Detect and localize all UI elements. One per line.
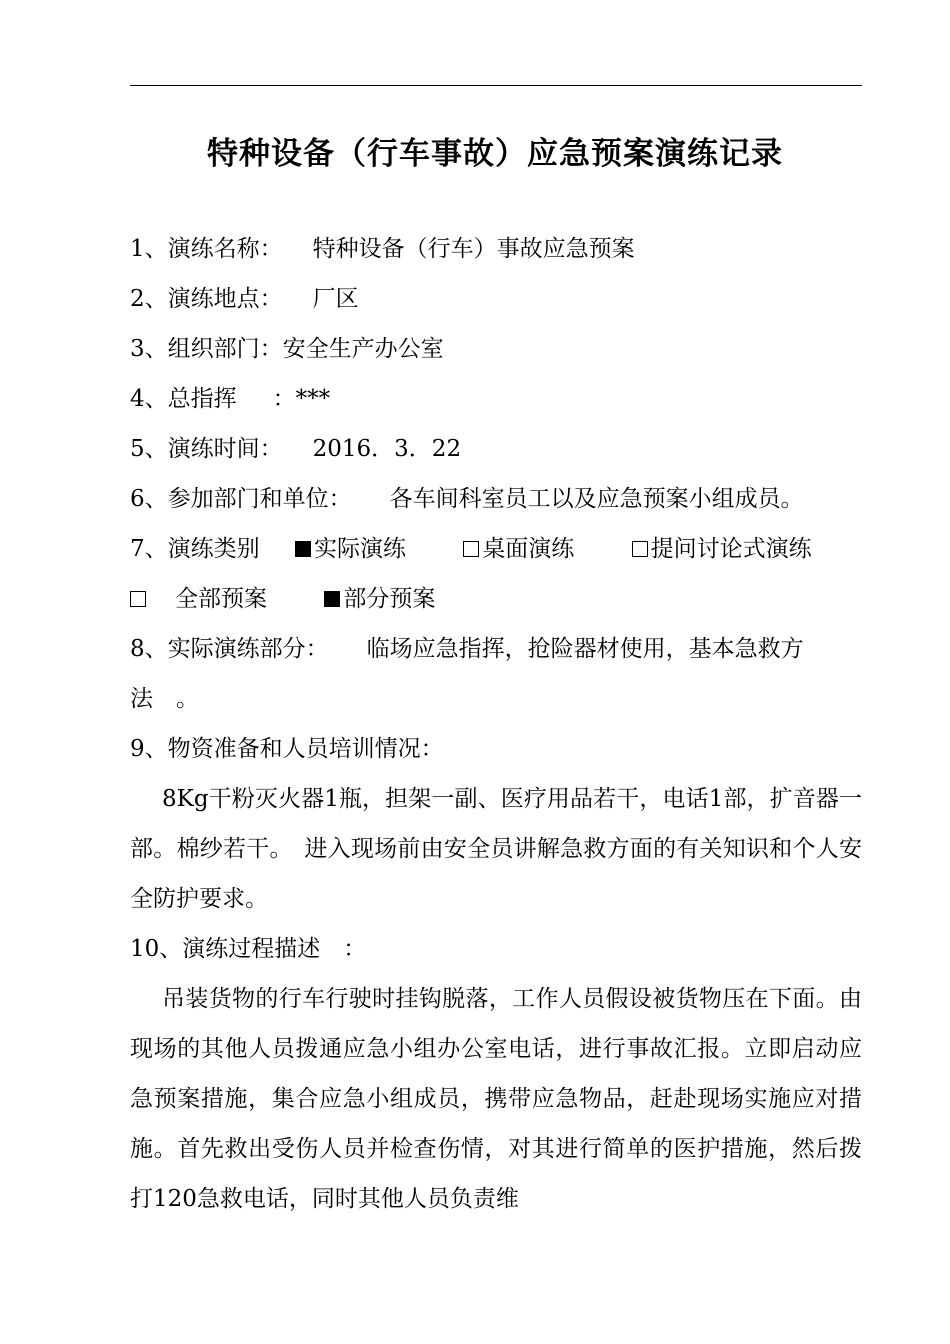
commander-row <box>130 374 862 424</box>
participants-label: 6、参加部门和单位： <box>130 486 352 512</box>
drill-time-label: 5、演练时间： <box>130 436 283 462</box>
plan-scope-option-partial[interactable] <box>324 574 435 624</box>
organizer-value: 安全生产办公室 <box>282 336 444 362</box>
drill-type-option-actual[interactable] <box>295 524 406 574</box>
process-row <box>130 924 862 974</box>
drill-location-value: 厂区 <box>312 286 359 312</box>
commander-value: ：*** <box>272 386 331 412</box>
actual-part-row <box>130 624 862 674</box>
drill-location-label: 2、演练地点： <box>130 286 283 312</box>
drill-name-label: 1、演练名称： <box>130 236 283 262</box>
organizer-row <box>130 324 862 374</box>
plan-scope-option-label: 部分预案 <box>343 586 436 612</box>
plan-scope-option-full[interactable] <box>130 574 267 624</box>
plan-scope-row <box>130 574 862 624</box>
process-text: 吊装货物的行车行驶时挂钩脱落，工作人员假设被货物压在下面。由现场的其他人员拨通应急小组办公室电话，进行事故汇报。立即启动应急预案措施，集合应急小组成员，携带应急物品，赶赴现场实施应对措施。首先救出受伤人员并检查伤情，对其进行简单的医护措施，然后拨打120急救电话，同时其他人员负责维 <box>130 986 862 1212</box>
drill-type-option-tabletop[interactable] <box>463 524 574 574</box>
actual-part-label: 8、实际演练部分： <box>130 636 329 662</box>
checked-box-icon <box>324 591 340 607</box>
drill-time-row <box>130 424 862 474</box>
actual-part-value-cont: 法 。 <box>130 686 199 712</box>
participants-value: 各车间科室员工以及应急预案小组成员。 <box>389 486 804 512</box>
plan-scope-option-label: 全部预案 <box>175 586 267 612</box>
unchecked-box-icon <box>463 541 479 557</box>
organizer-label: 3、组织部门： <box>130 336 283 362</box>
materials-row <box>130 724 862 774</box>
materials-text: 8Kg干粉灭火器1瓶，担架一副、医疗用品若干，电话1部，扩音器一部。棉纱若干。 进入现场前由安全员讲解急救方面的有关知识和个人安全防护要求。 <box>130 786 862 912</box>
unchecked-box-icon <box>632 541 648 557</box>
unchecked-box-icon <box>130 591 146 607</box>
drill-name-value: 特种设备（行车）事故应急预案 <box>312 236 635 262</box>
checked-box-icon <box>295 541 311 557</box>
drill-type-option-label: 提问讨论式演练 <box>650 536 812 562</box>
drill-type-option-label: 桌面演练 <box>482 536 575 562</box>
participants-row <box>130 474 862 524</box>
drill-location-row <box>130 274 862 324</box>
materials-label: 9、物资准备和人员培训情况： <box>130 736 444 762</box>
record-body <box>130 224 862 1224</box>
actual-part-value: 临场应急指挥，抢险器材使用，基本急救方 <box>366 636 804 662</box>
header-rule <box>130 85 862 86</box>
actual-part-row-cont <box>130 674 862 724</box>
drill-type-option-label: 实际演练 <box>313 536 406 562</box>
drill-name-row <box>130 224 862 274</box>
drill-type-option-discussion[interactable] <box>632 524 812 574</box>
document-title: 特种设备（行车事故）应急预案演练记录 <box>207 136 783 172</box>
drill-type-row <box>130 524 862 574</box>
process-label: 10、演练过程描述 ： <box>130 936 367 962</box>
drill-type-label: 7、演练类别 <box>130 536 260 562</box>
drill-time-value: 2016．3．22 <box>312 436 462 462</box>
commander-label: 4、总指挥 <box>130 386 237 412</box>
